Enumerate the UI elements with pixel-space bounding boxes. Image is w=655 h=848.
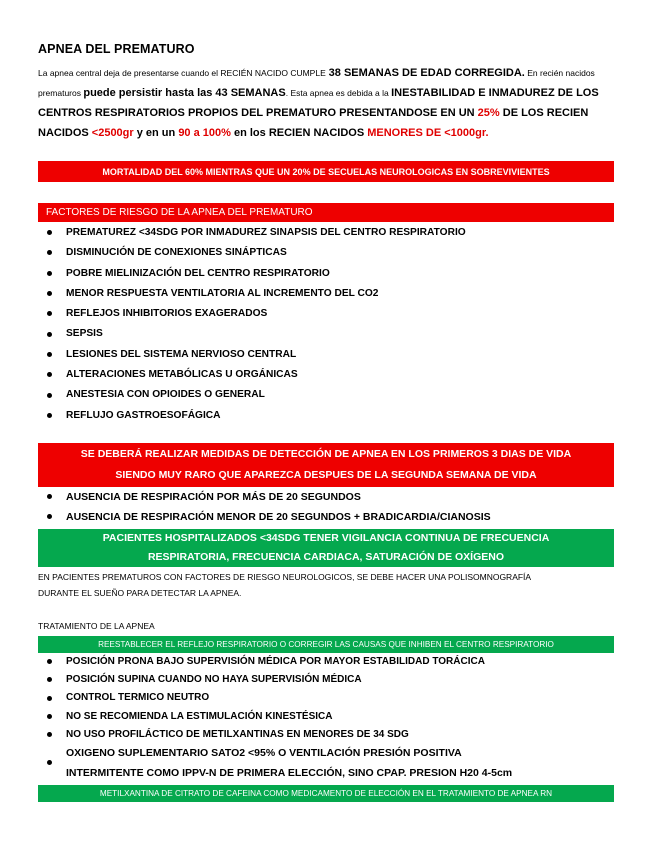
risk-factors-list bbox=[38, 223, 466, 426]
intro-text-11: y en un bbox=[133, 127, 179, 139]
risk-factors-header: FACTORES DE RIESGO DE LA APNEA DEL PREMATURO bbox=[38, 203, 614, 222]
list-item: SEPSIS bbox=[38, 324, 466, 344]
list-item: POBRE MIELINIZACIÓN DEL CENTRO RESPIRATORIO bbox=[38, 264, 466, 284]
intro-text-2: RECIÉN NACIDO CUMPLE bbox=[220, 68, 326, 78]
intro-text-3: 38 SEMANAS DE EDAD CORREGIDA. bbox=[328, 67, 525, 79]
detection-line-2: SIENDO MUY RARO QUE APAREZCA DESPUES DE LA SEGUNDA SEMANA DE VIDA bbox=[115, 469, 537, 481]
polysomnography-line-2: DURANTE EL SUEÑO PARA DETECTAR LA APNEA. bbox=[38, 588, 242, 598]
intro-text-7: INESTABILIDAD E INMADUREZ DE LOS CENTROS RESPIRATORIOS PROPIOS DEL PREMATURO PRESENTANDOSE EN UN bbox=[38, 87, 599, 119]
list-item: POSICIÓN PRONA BAJO SUPERVISIÓN MÉDICA POR MAYOR ESTABILIDAD TORÁCICA bbox=[38, 653, 485, 671]
intro-text-1: La apnea central deja de presentarse cuando el bbox=[38, 68, 221, 78]
treatment-bar: REESTABLECER EL REFLEJO RESPIRATORIO O CORREGIR LAS CAUSAS QUE INHIBEN EL CENTRO RESPIRATORIO bbox=[38, 636, 614, 653]
list-item: LESIONES DEL SISTEMA NERVIOSO CENTRAL bbox=[38, 345, 466, 365]
list-item: POSICIÓN SUPINA CUANDO NO HAYA SUPERVISIÓN MÉDICA bbox=[38, 671, 485, 689]
list-item: AUSENCIA DE RESPIRACIÓN MENOR DE 20 SEGUNDOS + BRADICARDIA/CIANOSIS bbox=[38, 507, 491, 527]
list-item: AUSENCIA DE RESPIRACIÓN POR MÁS DE 20 SEGUNDOS bbox=[38, 487, 491, 507]
oxygen-list bbox=[38, 743, 512, 783]
vigilance-line-1: PACIENTES HOSPITALIZADOS <34SDG TENER VIGILANCIA CONTINUA DE FRECUENCIA bbox=[102, 532, 550, 544]
intro-text-12: 90 a 100% bbox=[178, 127, 231, 139]
intro-text-10: <2500gr bbox=[91, 127, 134, 139]
detection-bar bbox=[38, 443, 614, 487]
treatment-list bbox=[38, 653, 485, 744]
list-item: DISMINUCIÓN DE CONEXIONES SINÁPTICAS bbox=[38, 243, 466, 263]
intro-paragraph bbox=[38, 63, 618, 143]
intro-text-8: 25% bbox=[477, 107, 500, 119]
list-item: MENOR RESPUESTA VENTILATORIA AL INCREMENTO DEL CO2 bbox=[38, 284, 466, 304]
list-item: NO USO PROFILÁCTICO DE METILXANTINAS EN MENORES DE 34 SDG bbox=[38, 726, 485, 744]
intro-text-13: en los RECIEN NACIDOS bbox=[230, 127, 368, 139]
vigilance-bar bbox=[38, 529, 614, 567]
intro-text-6: . Esta apnea es debida a la bbox=[285, 88, 392, 98]
detection-criteria-list bbox=[38, 487, 491, 527]
list-item: REFLEJOS INHIBITORIOS EXAGERADOS bbox=[38, 304, 466, 324]
list-item: NO SE RECOMIENDA LA ESTIMULACIÓN KINESTÉSICA bbox=[38, 708, 485, 726]
polysomnography-note bbox=[38, 569, 628, 601]
intro-text-9: DE LOS RECIEN NACIDOS bbox=[38, 107, 589, 139]
vigilance-line-2: RESPIRATORIA, FRECUENCIA CARDIACA, SATURACIÓN DE OXÍGENO bbox=[147, 551, 505, 563]
mortality-bar: MORTALIDAD DEL 60% MIENTRAS QUE UN 20% DE SECUELAS NEUROLOGICAS EN SOBREVIVIENTES bbox=[38, 161, 614, 182]
treatment-title: TRATAMIENTO DE LA APNEA bbox=[38, 621, 155, 631]
list-item bbox=[38, 743, 512, 783]
polysomnography-line-1: EN PACIENTES PREMATUROS CON FACTORES DE RIESGO NEUROLOGICOS, SE DEBE HACER UNA POLISOMNOGRAFÍA bbox=[38, 572, 532, 582]
oxygen-line-2: INTERMITENTE COMO IPPV-N DE PRIMERA ELECCIÓN, SINO CPAP. PRESION H20 4-5cm bbox=[66, 767, 513, 779]
list-item: PREMATUREZ <34SDG POR INMADUREZ SINAPSIS DEL CENTRO RESPIRATORIO bbox=[38, 223, 466, 243]
intro-text-4: En recién nacidos prematuros bbox=[38, 68, 595, 98]
oxygen-line-1: OXIGENO SUPLEMENTARIO SATO2 <95% O VENTILACIÓN PRESIÓN POSITIVA bbox=[66, 747, 462, 759]
list-item: ANESTESIA CON OPIOIDES O GENERAL bbox=[38, 385, 466, 405]
intro-text-14: MENORES DE <1000gr. bbox=[367, 127, 489, 139]
list-item: ALTERACIONES METABÓLICAS U ORGÁNICAS bbox=[38, 365, 466, 385]
caffeine-bar: METILXANTINA DE CITRATO DE CAFEINA COMO MEDICAMENTO DE ELECCIÓN EN EL TRATAMIENTO DE APNEA RN bbox=[38, 785, 614, 802]
list-item: CONTROL TERMICO NEUTRO bbox=[38, 689, 485, 707]
detection-line-1: SE DEBERÁ REALIZAR MEDIDAS DE DETECCIÓN DE APNEA EN LOS PRIMEROS 3 DIAS DE VIDA bbox=[80, 448, 572, 460]
page-title: APNEA DEL PREMATURO bbox=[38, 42, 195, 56]
intro-text-5: puede persistir hasta las 43 SEMANAS bbox=[83, 87, 286, 99]
list-item: REFLUJO GASTROESOFÁGICA bbox=[38, 406, 466, 426]
